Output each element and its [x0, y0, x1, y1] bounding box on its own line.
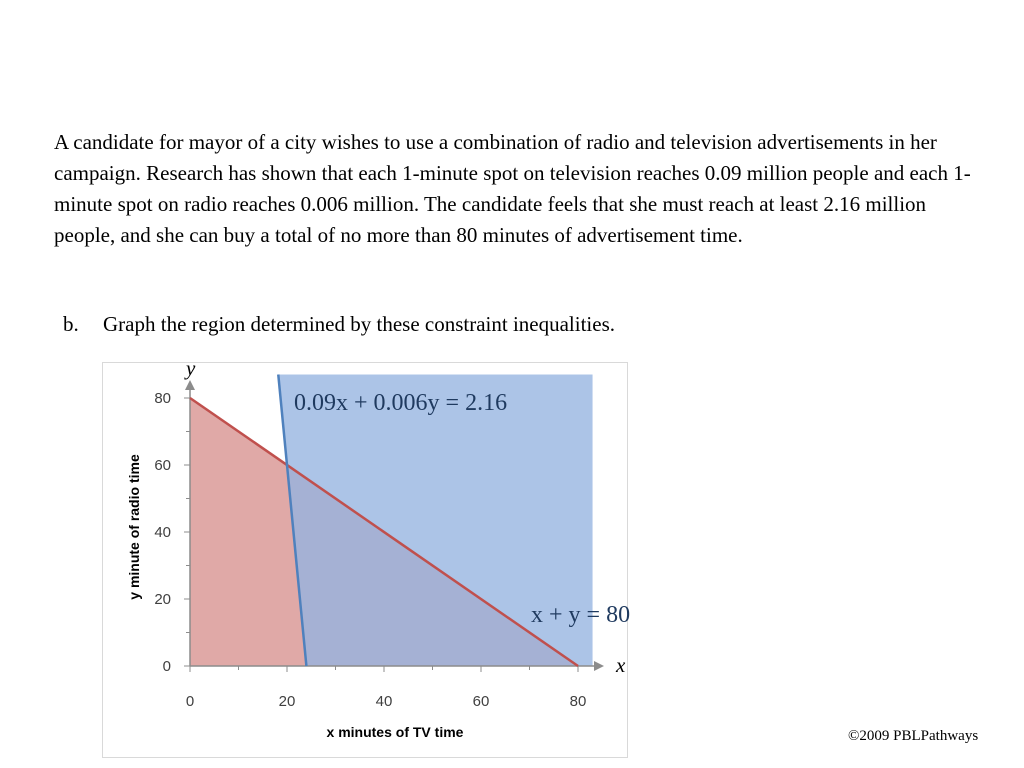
y-tick-label: 0: [162, 658, 171, 675]
x-axis-title: x minutes of TV time: [326, 724, 464, 740]
y-axis-arrow: [185, 380, 195, 390]
x-tick-label: 40: [375, 693, 393, 710]
x-tick-label: 20: [278, 693, 296, 710]
y-tick-label: 60: [154, 457, 171, 474]
budget-equation-label: x + y = 80: [531, 602, 631, 628]
part-b-text: Graph the region determined by these constraint inequalities.: [103, 312, 616, 336]
x-tick-label: 0: [185, 693, 195, 710]
x-tick-label: 80: [569, 693, 587, 710]
problem-statement: A candidate for mayor of a city wishes to use a combination of radio and television advertisements in her campaign. Research has shown that each 1-minute spot on television reaches 0.09 million people and each 1-minute spot on radio reaches 0.006 million. The candidate feels that she must reach at least 2.16 million people, and she can buy a total of no more than 80 minutes of advertisement time.: [54, 130, 971, 247]
y-tick-label: 80: [154, 390, 171, 407]
reach-equation-label: 0.09x + 0.006y = 2.16: [294, 390, 508, 416]
y-tick-label: 40: [154, 524, 171, 541]
x-axis-variable: x: [616, 653, 626, 677]
x-axis-arrow: [594, 661, 604, 671]
x-tick-label: 60: [472, 693, 490, 710]
copyright-notice: ©2009 PBLPathways: [848, 728, 979, 744]
y-axis-variable: y: [186, 356, 196, 380]
y-tick-label: 20: [154, 591, 171, 608]
y-axis-title: y minute of radio time: [126, 454, 142, 600]
part-b-marker: b.: [63, 312, 79, 336]
